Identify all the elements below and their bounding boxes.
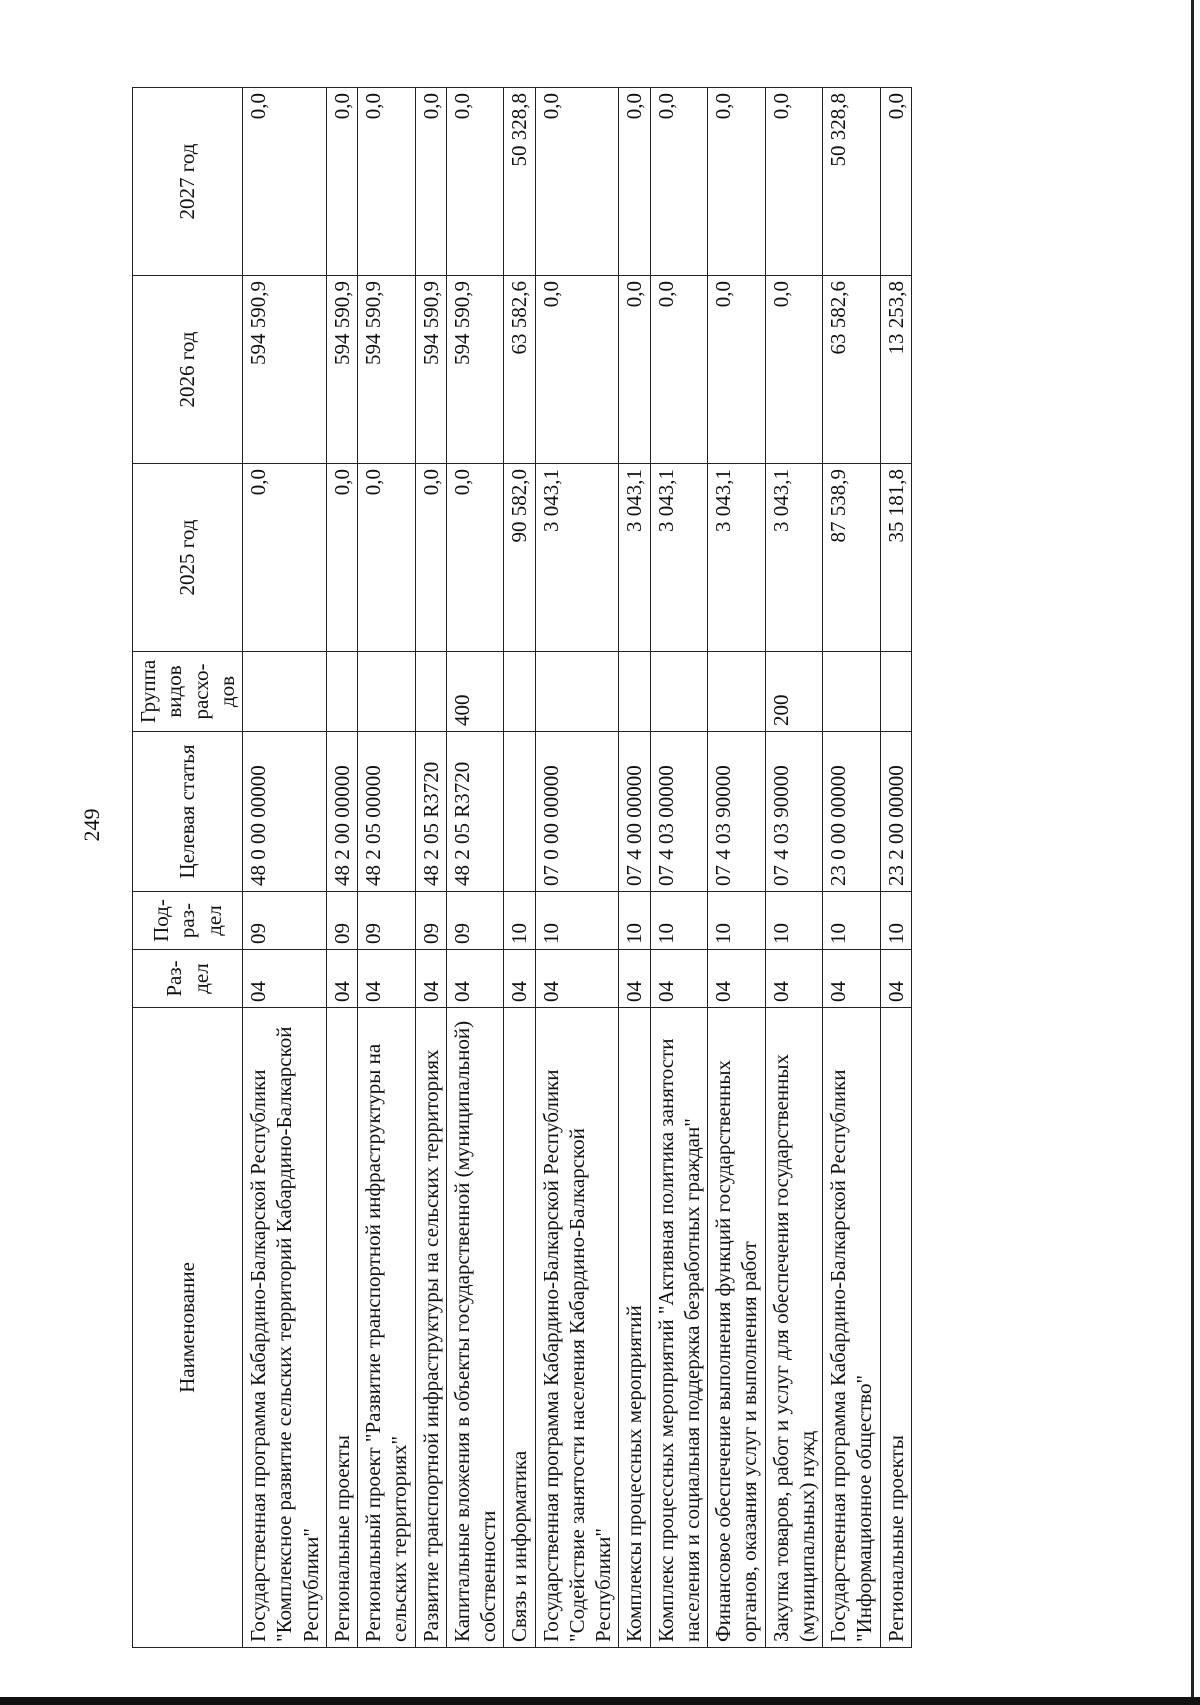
cell-gruppa (619, 652, 650, 732)
cell-podrazdel: 09 (415, 892, 446, 950)
cell-razdel: 04 (446, 950, 504, 1008)
cell-razdel: 04 (535, 950, 619, 1008)
cell-podrazdel: 10 (823, 892, 881, 950)
cell-celevaya (504, 732, 535, 892)
cell-celevaya: 23 0 00 00000 (823, 732, 881, 892)
cell-razdel: 04 (823, 950, 881, 1008)
cell-2027: 0,0 (243, 88, 327, 276)
cell-celevaya: 07 4 03 90000 (765, 732, 823, 892)
cell-name: Региональные проекты (326, 1008, 357, 1648)
cell-name: Региональный проект "Развитие транспортной инфраструктуры на сельских территориях" (358, 1008, 416, 1648)
cell-2025: 3 043,1 (535, 464, 619, 652)
cell-podrazdel: 10 (504, 892, 535, 950)
header-2027: 2027 год (133, 88, 243, 276)
cell-celevaya: 07 0 00 00000 (535, 732, 619, 892)
cell-2026: 0,0 (708, 276, 766, 464)
table-header-row (133, 88, 243, 1648)
cell-2026: 594 590,9 (243, 276, 327, 464)
cell-gruppa (415, 652, 446, 732)
table-row (504, 88, 535, 1648)
header-celevaya: Целевая статья (133, 732, 243, 892)
cell-2026: 0,0 (650, 276, 708, 464)
table-row (765, 88, 823, 1648)
cell-2027: 0,0 (535, 88, 619, 276)
cell-2025: 0,0 (446, 464, 504, 652)
cell-celevaya: 48 2 05 R3720 (446, 732, 504, 892)
cell-gruppa: 400 (446, 652, 504, 732)
table-row (446, 88, 504, 1648)
cell-2026: 13 253,8 (880, 276, 911, 464)
table-body (243, 88, 912, 1648)
cell-podrazdel: 09 (358, 892, 416, 950)
cell-2025: 90 582,0 (504, 464, 535, 652)
cell-2027: 0,0 (650, 88, 708, 276)
scan-bottom-border (0, 1697, 1200, 1705)
cell-name: Капитальные вложения в объекты государственной (муниципальной) собственности (446, 1008, 504, 1648)
cell-2025: 0,0 (326, 464, 357, 652)
cell-gruppa (823, 652, 881, 732)
cell-2025: 3 043,1 (619, 464, 650, 652)
cell-2027: 50 328,8 (823, 88, 881, 276)
cell-gruppa (708, 652, 766, 732)
page-number: 249 (79, 808, 104, 842)
scan-edge (1191, 0, 1194, 1705)
cell-2025: 35 181,8 (880, 464, 911, 652)
cell-2025: 3 043,1 (765, 464, 823, 652)
cell-razdel: 04 (415, 950, 446, 1008)
cell-2025: 0,0 (358, 464, 416, 652)
cell-celevaya: 07 4 03 90000 (708, 732, 766, 892)
cell-2026: 594 590,9 (358, 276, 416, 464)
cell-2026: 63 582,6 (504, 276, 535, 464)
cell-2027: 0,0 (765, 88, 823, 276)
cell-2026: 0,0 (619, 276, 650, 464)
cell-gruppa (243, 652, 327, 732)
cell-podrazdel: 09 (243, 892, 327, 950)
table-row (243, 88, 327, 1648)
table-row (708, 88, 766, 1648)
table-row (823, 88, 881, 1648)
table-row (358, 88, 416, 1648)
cell-2026: 594 590,9 (415, 276, 446, 464)
cell-2026: 63 582,6 (823, 276, 881, 464)
cell-name: Связь и информатика (504, 1008, 535, 1648)
cell-podrazdel: 10 (708, 892, 766, 950)
cell-podrazdel: 10 (650, 892, 708, 950)
budget-table (132, 87, 912, 1648)
cell-2027: 0,0 (880, 88, 911, 276)
cell-2026: 0,0 (535, 276, 619, 464)
cell-2026: 0,0 (765, 276, 823, 464)
cell-celevaya: 48 2 05 R3720 (415, 732, 446, 892)
header-name: Наименование (133, 1008, 243, 1648)
cell-razdel: 04 (650, 950, 708, 1008)
cell-gruppa (358, 652, 416, 732)
budget-table-rotated (132, 88, 1062, 1648)
cell-celevaya: 48 0 00 00000 (243, 732, 327, 892)
cell-name: Государственная программа Кабардино-Балкарской Республики "Комплексное развитие сельских территорий Кабардино-Балкарской Республики" (243, 1008, 327, 1648)
cell-2027: 0,0 (708, 88, 766, 276)
cell-2027: 0,0 (415, 88, 446, 276)
table-row (650, 88, 708, 1648)
header-gruppa: Группа видов расхо-дов (133, 652, 243, 732)
cell-podrazdel: 09 (326, 892, 357, 950)
cell-gruppa (535, 652, 619, 732)
cell-gruppa (650, 652, 708, 732)
cell-2027: 0,0 (446, 88, 504, 276)
cell-razdel: 04 (880, 950, 911, 1008)
cell-2027: 0,0 (326, 88, 357, 276)
table-row (619, 88, 650, 1648)
cell-2025: 87 538,9 (823, 464, 881, 652)
cell-podrazdel: 10 (535, 892, 619, 950)
cell-2027: 50 328,8 (504, 88, 535, 276)
cell-podrazdel: 10 (765, 892, 823, 950)
cell-celevaya: 23 2 00 00000 (880, 732, 911, 892)
cell-2025: 0,0 (243, 464, 327, 652)
cell-name: Региональные проекты (880, 1008, 911, 1648)
cell-name: Комплекс процессных мероприятий "Активная политика занятости населения и социальная поддержка безработных граждан" (650, 1008, 708, 1648)
cell-razdel: 04 (326, 950, 357, 1008)
cell-name: Развитие транспортной инфраструктуры на сельских территориях (415, 1008, 446, 1648)
cell-celevaya: 48 2 00 00000 (326, 732, 357, 892)
cell-2025: 3 043,1 (650, 464, 708, 652)
cell-razdel: 04 (708, 950, 766, 1008)
cell-2026: 594 590,9 (326, 276, 357, 464)
cell-podrazdel: 10 (880, 892, 911, 950)
header-2025: 2025 год (133, 464, 243, 652)
cell-razdel: 04 (358, 950, 416, 1008)
cell-celevaya: 07 4 00 00000 (619, 732, 650, 892)
table-row (326, 88, 357, 1648)
cell-2027: 0,0 (358, 88, 416, 276)
cell-celevaya: 07 4 03 00000 (650, 732, 708, 892)
cell-name: Государственная программа Кабардино-Балкарской Республики "Информационное общество" (823, 1008, 881, 1648)
cell-2025: 3 043,1 (708, 464, 766, 652)
cell-gruppa: 200 (765, 652, 823, 732)
cell-name: Государственная программа Кабардино-Балкарской Республики "Содействие занятости населения Кабардино-Балкарской Республики" (535, 1008, 619, 1648)
cell-razdel: 04 (765, 950, 823, 1008)
cell-2027: 0,0 (619, 88, 650, 276)
table-row (880, 88, 911, 1648)
cell-name: Финансовое обеспечение выполнения функций государственных органов, оказания услуг и выполнения работ (708, 1008, 766, 1648)
cell-razdel: 04 (619, 950, 650, 1008)
table-row (415, 88, 446, 1648)
cell-2025: 0,0 (415, 464, 446, 652)
cell-gruppa (326, 652, 357, 732)
cell-name: Закупка товаров, работ и услуг для обеспечения государственных (муниципальных) нужд (765, 1008, 823, 1648)
header-2026: 2026 год (133, 276, 243, 464)
header-razdel: Раз-дел (133, 950, 243, 1008)
cell-celevaya: 48 2 05 00000 (358, 732, 416, 892)
cell-podrazdel: 10 (619, 892, 650, 950)
cell-2026: 594 590,9 (446, 276, 504, 464)
cell-razdel: 04 (243, 950, 327, 1008)
cell-podrazdel: 09 (446, 892, 504, 950)
cell-gruppa (504, 652, 535, 732)
header-podrazdel: Под-раз-дел (133, 892, 243, 950)
cell-name: Комплексы процессных мероприятий (619, 1008, 650, 1648)
cell-razdel: 04 (504, 950, 535, 1008)
table-row (535, 88, 619, 1648)
cell-gruppa (880, 652, 911, 732)
